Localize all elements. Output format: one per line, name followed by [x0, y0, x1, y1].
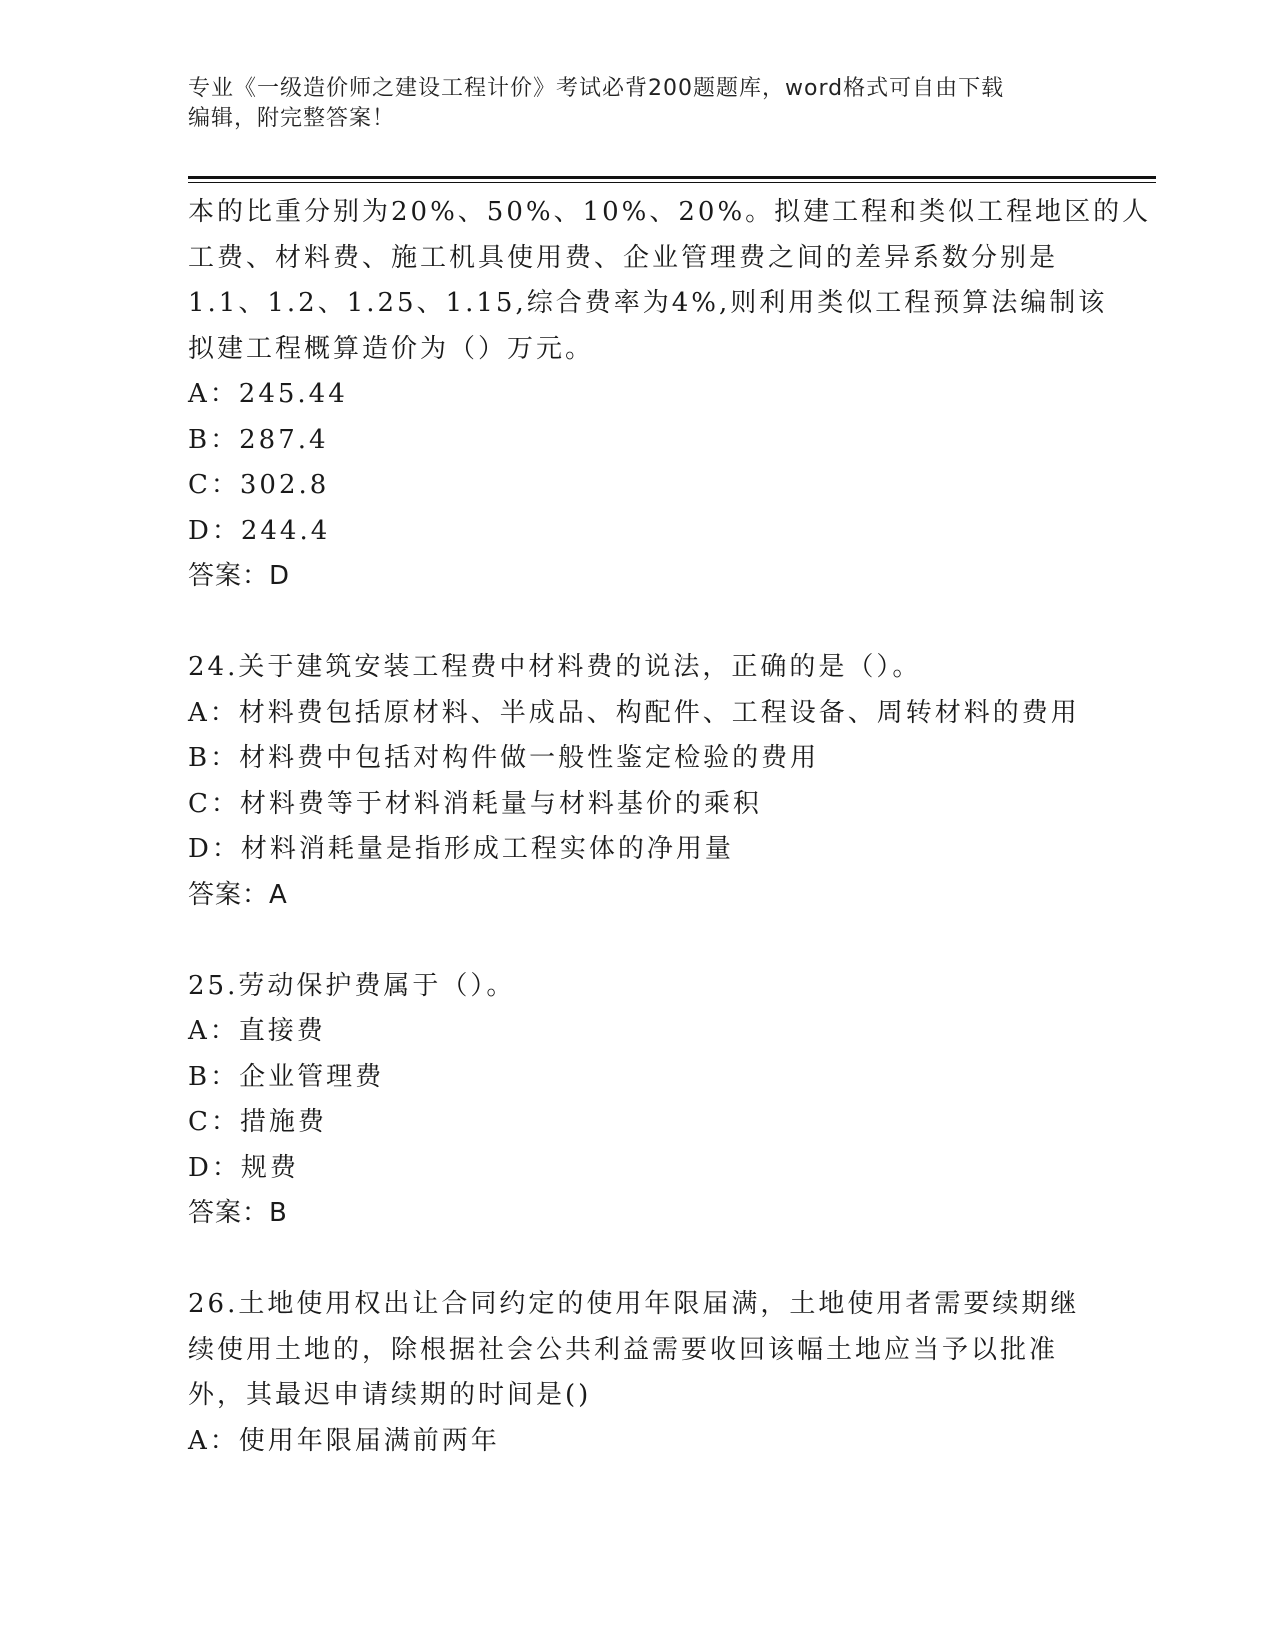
question-spacer — [188, 1237, 1088, 1283]
option-b: B：企业管理费 — [188, 1061, 385, 1092]
option-d: D：244.4 — [188, 515, 331, 546]
document-body — [188, 190, 1152, 1464]
header-title-line-2: 编辑，附完整答案！ — [188, 106, 396, 131]
question-26 — [188, 1282, 1088, 1464]
question-stem-line: 工费、材料费、施工机具使用费、企业管理费之间的差异系数分别是 — [188, 242, 1059, 273]
option-d: D：规费 — [188, 1152, 299, 1183]
question-25 — [188, 964, 1088, 1237]
question-spacer — [188, 918, 1088, 964]
option-a: A：材料费包括原材料、半成品、构配件、工程设备、周转材料的费用 — [188, 697, 1080, 728]
header-divider-thin — [188, 182, 1156, 183]
question-stem-line: 24.关于建筑安装工程费中材料费的说法，正确的是（）。 — [188, 652, 922, 682]
question-stem-line: 续使用土地的，除根据社会公共利益需要收回该幅土地应当予以批准 — [188, 1334, 1059, 1365]
question-stem-line: 拟建工程概算造价为（）万元。 — [188, 333, 595, 364]
page-header — [188, 74, 1088, 134]
answer-line: 答案：A — [188, 879, 288, 910]
question-stem-line: 外，其最迟申请续期的时间是() — [188, 1380, 592, 1410]
answer-line: 答案：B — [188, 1198, 288, 1228]
option-b: B：287.4 — [188, 424, 329, 455]
option-c: C：材料费等于材料消耗量与材料基价的乘积 — [188, 788, 762, 819]
question-stem-line: 本的比重分别为20%、50%、10%、20%。拟建工程和类似工程地区的人 — [188, 197, 1152, 227]
question-spacer — [188, 600, 1088, 646]
option-d: D：材料消耗量是指形成工程实体的净用量 — [188, 834, 734, 864]
option-a: A：245.44 — [188, 379, 348, 409]
option-b: B：材料费中包括对构件做一般性鉴定检验的费用 — [188, 743, 820, 773]
header-divider-thick — [188, 176, 1156, 179]
option-c: C：302.8 — [188, 470, 330, 500]
option-a: A：使用年限届满前两年 — [188, 1425, 500, 1456]
header-title-line-1: 专业《一级造价师之建设工程计价》考试必背200题题库，word格式可自由下载 — [188, 76, 1005, 101]
answer-line: 答案：D — [188, 561, 291, 591]
question-stem-line: 26.土地使用权出让合同约定的使用年限届满，土地使用者需要续期继 — [188, 1289, 1080, 1319]
question-23 — [188, 190, 1152, 600]
question-stem-line: 1.1、1.2、1.25、1.15,综合费率为4%,则利用类似工程预算法编制该 — [188, 288, 1108, 318]
option-a: A：直接费 — [188, 1016, 326, 1046]
question-24 — [188, 645, 1088, 918]
option-c: C：措施费 — [188, 1107, 327, 1137]
question-stem-line: 25.劳动保护费属于（）。 — [188, 970, 516, 1001]
